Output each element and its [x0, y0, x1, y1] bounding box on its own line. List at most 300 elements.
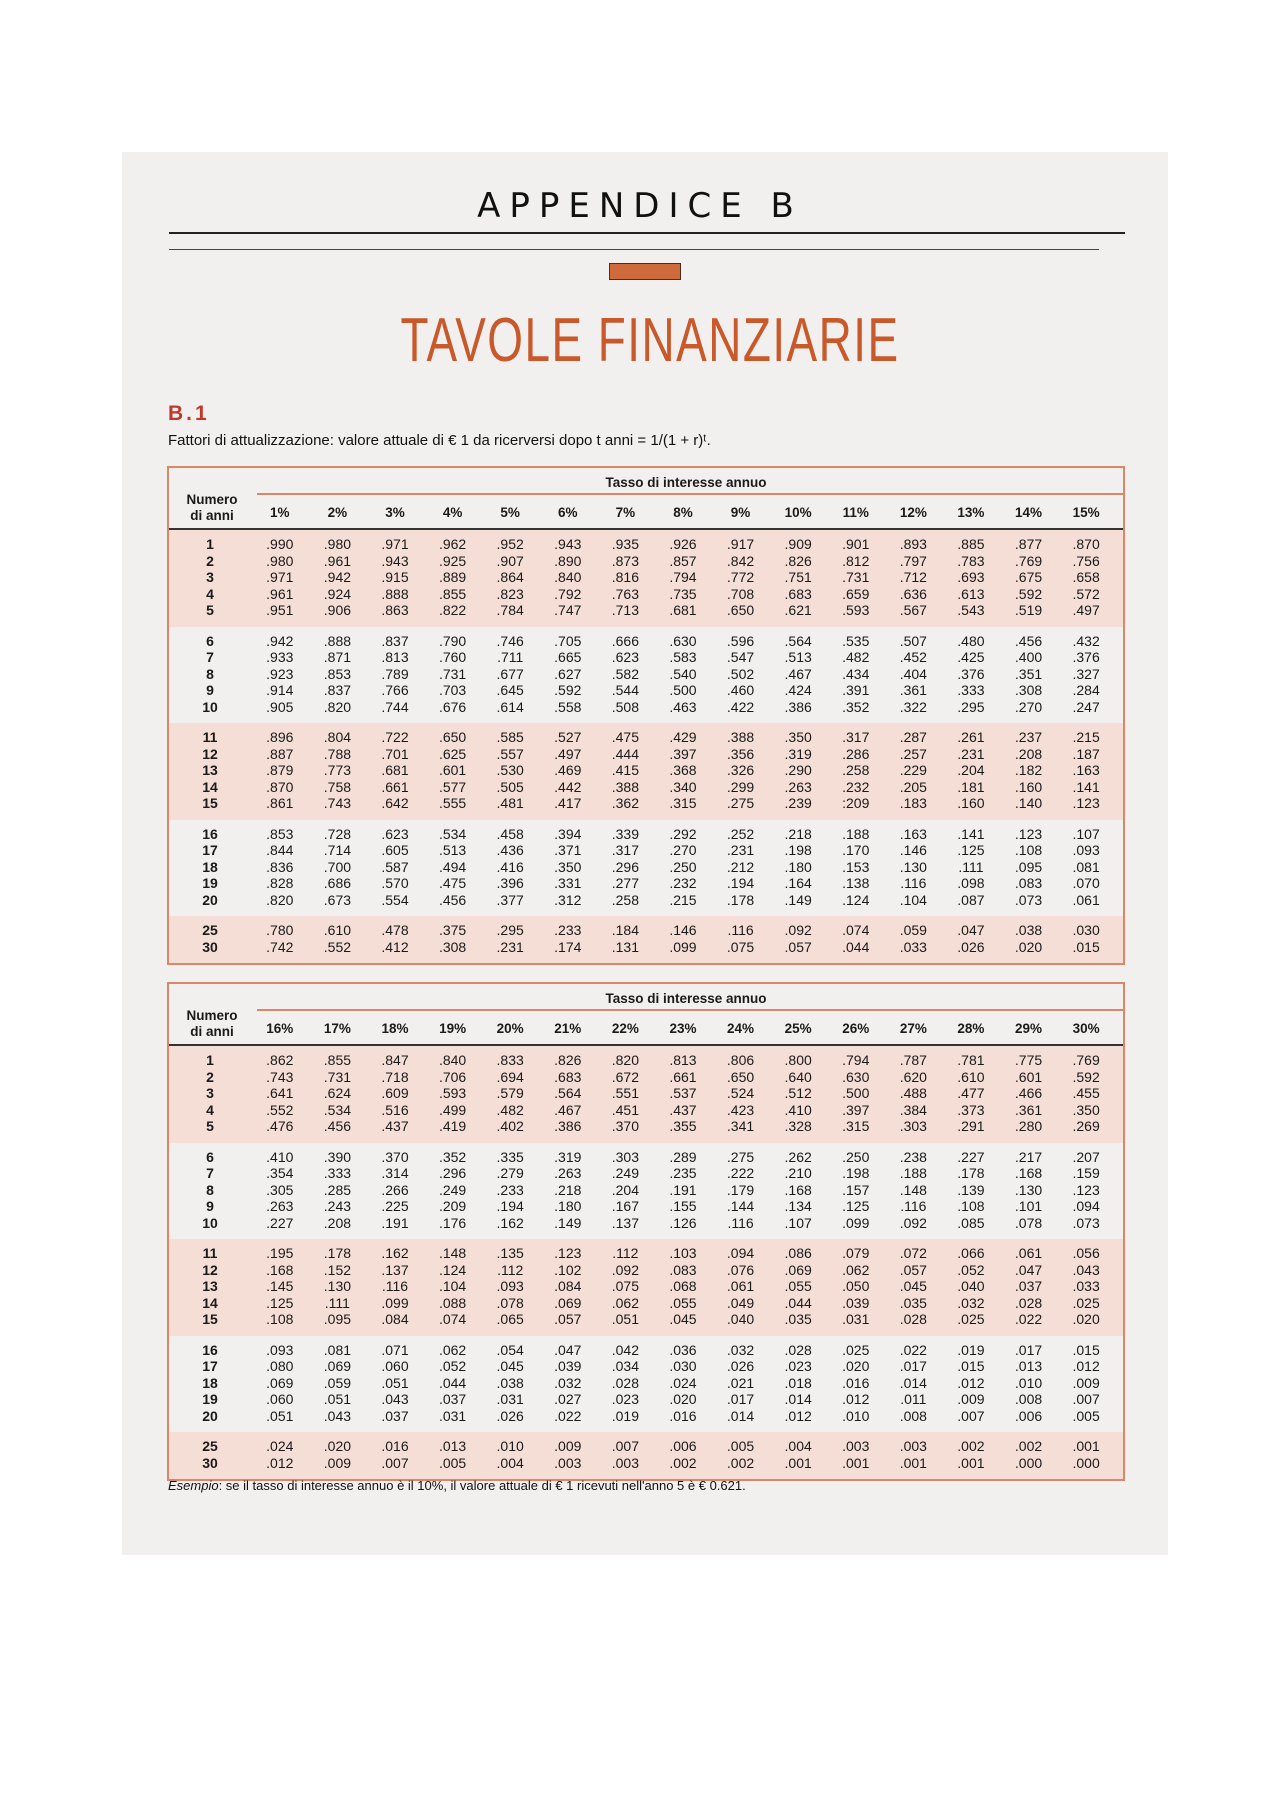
- value-cell: .032: [957, 1294, 985, 1311]
- value-cell: .813: [381, 649, 409, 665]
- rate-column-header: 23%: [669, 1021, 697, 1036]
- value-cell: .540: [669, 665, 697, 682]
- section-subtitle: Fattori di attualizzazione: valore attuale di € 1 da ricerversi dopo t anni = 1/(1 + r)ᵗ.: [168, 432, 711, 449]
- value-cell: .601: [1014, 1068, 1043, 1085]
- value-cell: .661: [381, 778, 409, 795]
- value-cell: .039: [842, 1294, 870, 1311]
- value-cell: .451: [611, 1101, 639, 1118]
- value-cell: .012: [1072, 1358, 1100, 1374]
- value-cell: .055: [669, 1294, 697, 1311]
- value-cell: .009: [1072, 1374, 1100, 1391]
- value-cell: .011: [900, 1391, 927, 1407]
- value-cell: .250: [842, 1148, 870, 1165]
- value-cell: .291: [957, 1118, 985, 1134]
- value-cell: .322: [899, 698, 927, 715]
- value-cell: .270: [669, 842, 697, 858]
- value-cell: .130: [1014, 1181, 1043, 1198]
- value-cell: .534: [323, 1101, 352, 1118]
- value-cell: .025: [957, 1311, 985, 1327]
- value-cell: .076: [726, 1261, 755, 1278]
- value-cell: .243: [323, 1198, 352, 1214]
- year-cell: 30: [202, 938, 218, 955]
- year-cell: 30: [202, 1454, 218, 1471]
- value-cell: .015: [1072, 938, 1100, 955]
- value-cell: .610: [957, 1068, 985, 1085]
- value-cell: .093: [266, 1341, 294, 1358]
- value-cell: .009: [323, 1454, 352, 1471]
- value-cell: .002: [957, 1438, 985, 1454]
- value-cell: .019: [957, 1341, 985, 1358]
- value-cell: .232: [842, 778, 870, 795]
- value-cell: .031: [438, 1407, 467, 1424]
- value-cell: .123: [1072, 795, 1100, 811]
- value-cell: .826: [554, 1052, 582, 1068]
- value-cell: .015: [1072, 1341, 1100, 1358]
- value-cell: .157: [842, 1181, 870, 1198]
- value-cell: .287: [899, 729, 927, 745]
- value-cell: .073: [1014, 891, 1043, 908]
- value-cell: .519: [1014, 602, 1043, 618]
- value-cell: .658: [1072, 569, 1100, 585]
- year-cell: 11: [202, 1245, 218, 1261]
- value-cell: .516: [381, 1101, 409, 1118]
- value-cell: .093: [496, 1278, 524, 1294]
- value-cell: .045: [496, 1358, 524, 1374]
- value-cell: .558: [554, 698, 582, 715]
- table-row: [169, 1245, 1123, 1262]
- value-cell: .020: [323, 1438, 352, 1454]
- value-cell: .012: [784, 1407, 812, 1424]
- value-cell: .195: [266, 1245, 294, 1261]
- value-cell: .022: [554, 1407, 582, 1424]
- value-cell: .018: [784, 1374, 812, 1391]
- value-cell: .111: [958, 858, 984, 875]
- value-cell: .686: [323, 875, 352, 891]
- value-cell: .410: [266, 1148, 294, 1165]
- value-cell: .178: [726, 891, 755, 908]
- value-cell: .280: [1014, 1118, 1043, 1134]
- value-cell: .135: [496, 1245, 524, 1261]
- year-header-line: di anni: [190, 1024, 234, 1039]
- value-cell: .547: [726, 649, 755, 665]
- value-cell: .285: [323, 1181, 352, 1198]
- table-row: [169, 729, 1123, 746]
- table-row: [169, 859, 1123, 876]
- value-cell: .075: [726, 938, 755, 955]
- value-cell: .534: [438, 825, 467, 842]
- value-cell: .075: [611, 1278, 639, 1294]
- value-cell: .005: [1072, 1407, 1100, 1424]
- value-cell: .787: [899, 1052, 927, 1068]
- value-cell: .650: [726, 602, 755, 618]
- value-cell: .092: [784, 922, 812, 938]
- value-cell: .544: [611, 682, 639, 698]
- value-cell: .508: [611, 698, 639, 715]
- value-cell: .837: [323, 682, 352, 698]
- rate-column-header: 12%: [899, 505, 927, 520]
- value-cell: .116: [381, 1278, 409, 1294]
- value-cell: .350: [784, 729, 812, 745]
- table-row: [169, 826, 1123, 843]
- value-cell: .315: [842, 1118, 870, 1134]
- table-row: [169, 842, 1123, 859]
- value-cell: .609: [381, 1085, 409, 1101]
- value-cell: .010: [496, 1438, 524, 1454]
- value-cell: .229: [899, 762, 927, 778]
- value-cell: .030: [669, 1358, 697, 1374]
- value-cell: .303: [899, 1118, 927, 1134]
- value-cell: .650: [726, 1068, 755, 1085]
- value-cell: .057: [899, 1261, 927, 1278]
- table-row: [169, 795, 1123, 812]
- value-cell: .935: [611, 536, 639, 552]
- value-cell: .543: [957, 602, 985, 618]
- value-cell: .746: [496, 632, 524, 649]
- value-cell: .870: [1072, 536, 1100, 552]
- value-cell: .488: [899, 1085, 927, 1101]
- value-cell: .368: [669, 762, 697, 778]
- value-cell: .188: [899, 1165, 927, 1181]
- value-cell: .032: [554, 1374, 582, 1391]
- value-cell: .016: [669, 1407, 697, 1424]
- value-cell: .051: [323, 1391, 352, 1407]
- value-cell: .003: [611, 1454, 639, 1471]
- value-cell: .826: [784, 552, 812, 569]
- value-cell: .231: [726, 842, 755, 858]
- value-cell: .303: [611, 1148, 639, 1165]
- value-cell: .415: [611, 762, 639, 778]
- value-cell: .513: [784, 649, 812, 665]
- value-cell: .031: [842, 1311, 870, 1327]
- value-cell: .889: [438, 569, 467, 585]
- value-cell: .743: [323, 795, 352, 811]
- year-cell: 6: [206, 632, 214, 649]
- value-cell: .198: [784, 842, 812, 858]
- value-cell: .864: [496, 569, 524, 585]
- value-cell: .388: [611, 778, 639, 795]
- value-cell: .570: [381, 875, 409, 891]
- value-cell: .052: [438, 1358, 467, 1374]
- value-cell: .094: [1072, 1198, 1100, 1214]
- value-cell: .893: [899, 536, 927, 552]
- value-cell: .636: [899, 585, 927, 602]
- value-cell: .314: [381, 1165, 409, 1181]
- value-cell: .844: [266, 842, 294, 858]
- row-group: [169, 1239, 1123, 1336]
- value-cell: .160: [957, 795, 985, 811]
- value-cell: .239: [784, 795, 812, 811]
- value-cell: .078: [1014, 1214, 1043, 1231]
- value-cell: .094: [726, 1245, 755, 1261]
- value-cell: .384: [899, 1101, 927, 1118]
- value-cell: .467: [784, 665, 812, 682]
- value-cell: .005: [438, 1454, 467, 1471]
- value-cell: .766: [381, 682, 409, 698]
- value-cell: .319: [784, 745, 812, 762]
- value-cell: .126: [669, 1214, 697, 1231]
- value-cell: .033: [1072, 1278, 1100, 1294]
- value-cell: .218: [784, 825, 812, 842]
- value-cell: .051: [381, 1374, 409, 1391]
- value-cell: .317: [611, 842, 639, 858]
- rate-column-header: 22%: [611, 1021, 639, 1036]
- table-header: [169, 984, 1123, 1046]
- value-cell: .016: [381, 1438, 409, 1454]
- value-cell: .711: [497, 649, 524, 665]
- value-cell: .069: [266, 1374, 294, 1391]
- value-cell: .394: [554, 825, 582, 842]
- value-cell: .178: [323, 1245, 352, 1261]
- value-cell: .025: [842, 1341, 870, 1358]
- rate-group-rule: [257, 1009, 1123, 1011]
- value-cell: .225: [381, 1198, 409, 1214]
- rate-column-header: 17%: [323, 1021, 351, 1036]
- rate-column-header: 30%: [1072, 1021, 1100, 1036]
- value-cell: .769: [1072, 1052, 1100, 1068]
- value-cell: .188: [842, 825, 870, 842]
- year-cell: 15: [202, 795, 218, 811]
- value-cell: .016: [842, 1374, 870, 1391]
- value-cell: .794: [669, 569, 697, 585]
- value-cell: .078: [496, 1294, 524, 1311]
- row-group: [169, 916, 1123, 963]
- value-cell: .052: [957, 1261, 985, 1278]
- value-cell: .971: [381, 536, 409, 552]
- value-cell: .010: [1014, 1374, 1043, 1391]
- value-cell: .780: [266, 922, 294, 938]
- value-cell: .820: [611, 1052, 639, 1068]
- value-cell: .789: [381, 665, 409, 682]
- value-cell: .942: [323, 569, 352, 585]
- value-cell: .376: [957, 665, 985, 682]
- value-cell: .319: [554, 1148, 582, 1165]
- year-cell: 19: [202, 875, 218, 891]
- value-cell: .419: [438, 1118, 467, 1134]
- value-cell: .145: [266, 1278, 294, 1294]
- value-cell: .124: [842, 891, 870, 908]
- value-cell: .069: [784, 1261, 812, 1278]
- value-cell: .641: [266, 1085, 294, 1101]
- value-cell: .794: [842, 1052, 870, 1068]
- value-cell: .162: [496, 1214, 524, 1231]
- value-cell: .555: [438, 795, 467, 811]
- row-group: [169, 1336, 1123, 1433]
- value-cell: .040: [957, 1278, 985, 1294]
- value-cell: .507: [899, 632, 927, 649]
- value-cell: .361: [1014, 1101, 1043, 1118]
- value-cell: .773: [323, 762, 352, 778]
- value-cell: .227: [957, 1148, 985, 1165]
- value-cell: .906: [323, 602, 352, 618]
- value-cell: .327: [1072, 665, 1100, 682]
- value-cell: .416: [496, 858, 524, 875]
- year-cell: 2: [206, 552, 214, 569]
- rate-column-header: 11%: [842, 505, 869, 520]
- value-cell: .557: [496, 745, 524, 762]
- value-cell: .176: [438, 1214, 467, 1231]
- value-cell: .788: [323, 745, 352, 762]
- value-cell: .006: [1014, 1407, 1043, 1424]
- value-cell: .284: [1072, 682, 1100, 698]
- value-cell: .942: [266, 632, 294, 649]
- value-cell: .059: [323, 1374, 352, 1391]
- value-cell: .842: [726, 552, 755, 569]
- value-cell: .481: [496, 795, 524, 811]
- rate-headers: [251, 1021, 1115, 1036]
- value-cell: .460: [726, 682, 755, 698]
- value-cell: .962: [438, 536, 467, 552]
- value-cell: .149: [554, 1214, 582, 1231]
- rate-column-header: 4%: [442, 505, 463, 520]
- value-cell: .388: [726, 729, 755, 745]
- value-cell: .024: [669, 1374, 697, 1391]
- value-cell: .263: [784, 778, 812, 795]
- value-cell: .258: [611, 891, 639, 908]
- rate-column-header: 13%: [957, 505, 985, 520]
- rate-column-header: 5%: [500, 505, 520, 520]
- value-cell: .751: [784, 569, 812, 585]
- value-cell: .424: [784, 682, 812, 698]
- value-cell: .650: [438, 729, 467, 745]
- value-cell: .262: [784, 1148, 812, 1165]
- table-row: [169, 633, 1123, 650]
- value-cell: .045: [669, 1311, 697, 1327]
- value-cell: .040: [726, 1311, 755, 1327]
- value-cell: .030: [1072, 922, 1100, 938]
- value-cell: .335: [496, 1148, 524, 1165]
- value-cell: .027: [554, 1391, 582, 1407]
- table-row: [169, 553, 1123, 570]
- value-cell: .386: [784, 698, 812, 715]
- value-cell: .627: [554, 665, 582, 682]
- value-cell: .442: [554, 778, 582, 795]
- value-cell: .863: [381, 602, 409, 618]
- value-cell: .238: [899, 1148, 927, 1165]
- table-row: [169, 1085, 1123, 1102]
- table-row: [169, 1262, 1123, 1279]
- value-cell: .354: [266, 1165, 294, 1181]
- year-cell: 5: [206, 602, 214, 618]
- value-cell: .317: [842, 729, 870, 745]
- value-cell: .375: [438, 922, 467, 938]
- value-cell: .146: [669, 922, 697, 938]
- value-cell: .001: [842, 1454, 870, 1471]
- value-cell: .705: [554, 632, 582, 649]
- value-cell: .033: [899, 938, 927, 955]
- year-cell: 9: [206, 1198, 214, 1214]
- value-cell: .350: [554, 858, 582, 875]
- year-cell: 18: [202, 1374, 218, 1391]
- table-row: [169, 1391, 1123, 1408]
- value-cell: .700: [323, 858, 352, 875]
- value-cell: .743: [266, 1068, 294, 1085]
- value-cell: .299: [726, 778, 755, 795]
- value-cell: .855: [438, 585, 467, 602]
- value-cell: .045: [899, 1278, 927, 1294]
- value-cell: .044: [438, 1374, 467, 1391]
- value-cell: .583: [669, 649, 697, 665]
- value-cell: .277: [611, 875, 639, 891]
- value-cell: .630: [669, 632, 697, 649]
- value-cell: .758: [323, 778, 352, 795]
- value-cell: .672: [611, 1068, 639, 1085]
- value-cell: .800: [784, 1052, 812, 1068]
- value-cell: .134: [784, 1198, 812, 1214]
- value-cell: .020: [669, 1391, 697, 1407]
- year-cell: 25: [202, 1438, 218, 1454]
- value-cell: .212: [726, 858, 755, 875]
- year-cell: 20: [202, 891, 218, 908]
- rate-column-header: 21%: [554, 1021, 582, 1036]
- value-cell: .279: [496, 1165, 524, 1181]
- value-cell: .623: [611, 649, 639, 665]
- value-cell: .066: [957, 1245, 985, 1261]
- value-cell: .781: [957, 1052, 985, 1068]
- value-cell: .062: [438, 1341, 467, 1358]
- value-cell: .624: [323, 1085, 352, 1101]
- value-cell: .020: [1072, 1311, 1100, 1327]
- value-cell: .095: [1014, 858, 1043, 875]
- value-cell: .390: [323, 1148, 352, 1165]
- value-cell: .137: [611, 1214, 639, 1231]
- value-cell: .164: [784, 875, 812, 891]
- rate-group-rule: [257, 493, 1123, 495]
- value-cell: .286: [842, 745, 870, 762]
- value-cell: .001: [899, 1454, 927, 1471]
- value-cell: .840: [438, 1052, 467, 1068]
- value-cell: .184: [611, 922, 639, 938]
- table-row: [169, 779, 1123, 796]
- value-cell: .015: [957, 1358, 985, 1374]
- value-cell: .312: [554, 891, 582, 908]
- value-cell: .004: [496, 1454, 524, 1471]
- value-cell: .148: [438, 1245, 467, 1261]
- value-cell: .194: [726, 875, 755, 891]
- table-row: [169, 875, 1123, 892]
- value-cell: .174: [554, 938, 582, 955]
- value-cell: .084: [381, 1311, 409, 1327]
- row-group: [169, 1046, 1123, 1143]
- value-cell: .673: [323, 891, 352, 908]
- year-cell: 9: [206, 682, 214, 698]
- section-number: B.1: [168, 402, 210, 425]
- value-cell: .404: [899, 665, 927, 682]
- value-cell: .714: [323, 842, 352, 858]
- value-cell: .613: [957, 585, 985, 602]
- value-cell: .112: [612, 1245, 639, 1261]
- value-cell: .925: [438, 552, 467, 569]
- value-cell: .065: [496, 1311, 524, 1327]
- value-cell: .816: [611, 569, 639, 585]
- rate-column-header: 3%: [385, 505, 405, 520]
- year-cell: 12: [202, 1261, 218, 1278]
- value-cell: .123: [1072, 1181, 1100, 1198]
- row-group: [169, 1143, 1123, 1240]
- value-cell: .564: [784, 632, 812, 649]
- table-row: [169, 1375, 1123, 1392]
- value-cell: .592: [554, 682, 582, 698]
- table-row: [169, 1198, 1123, 1215]
- value-cell: .775: [1014, 1052, 1043, 1068]
- year-header-line: Numero: [186, 1008, 238, 1023]
- value-cell: .257: [899, 745, 927, 762]
- value-cell: .694: [496, 1068, 524, 1085]
- row-group: [169, 723, 1123, 820]
- value-cell: .047: [957, 922, 985, 938]
- table-row: [169, 762, 1123, 779]
- value-cell: .227: [266, 1214, 294, 1231]
- value-cell: .552: [323, 938, 352, 955]
